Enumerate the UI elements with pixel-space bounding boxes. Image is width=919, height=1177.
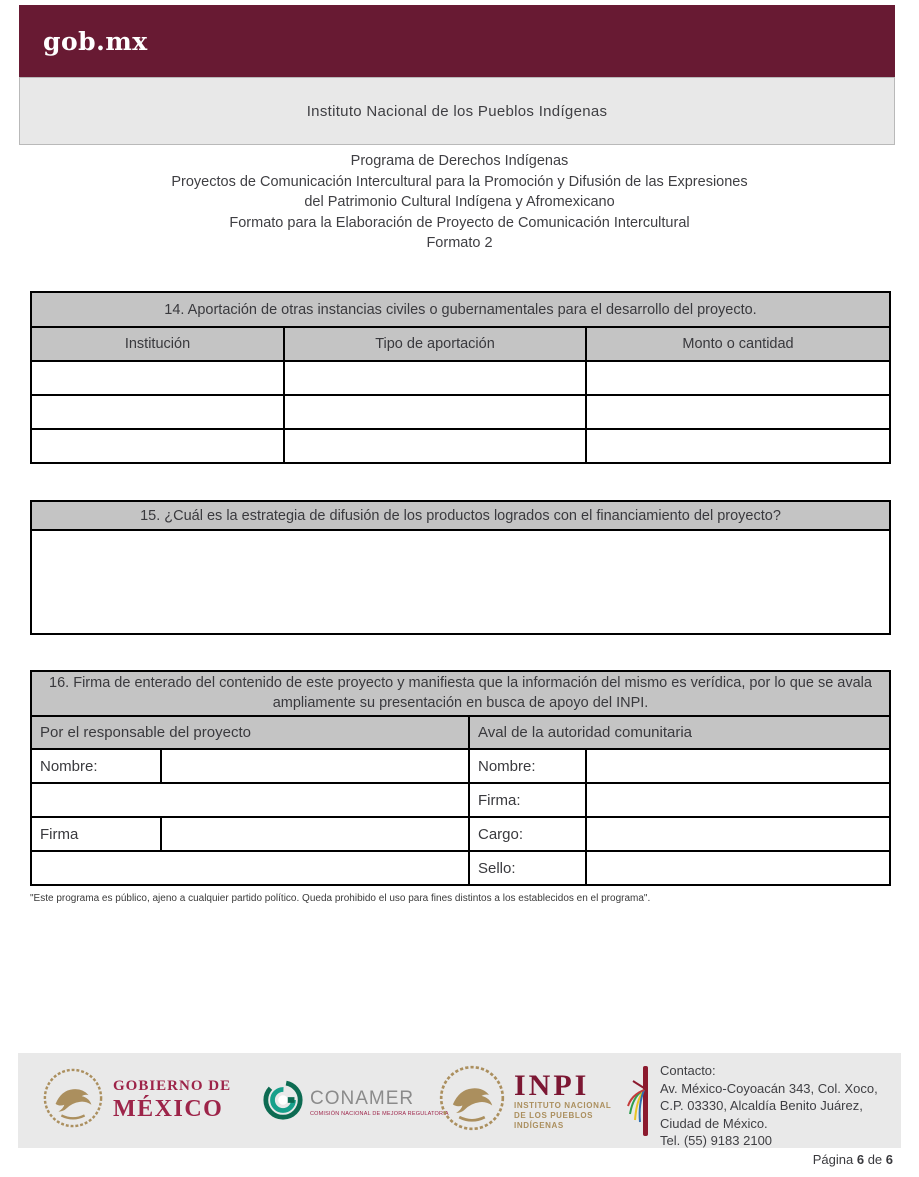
conamer-logo [262,1079,449,1126]
title-line-5: Formato 2 [426,235,493,251]
contact-line-4: Ciudad de México. [660,1115,768,1131]
label-responsable-nombre: Nombre: [32,748,162,782]
section-14-table [30,291,891,464]
mexico-label: MÉXICO [113,1096,224,1122]
field-responsable-firma [162,816,470,850]
title-line-1: Programa de Derechos Indígenas [350,153,569,169]
conamer-subtitle: COMISIÓN NACIONAL DE MEJORA REGULATORIA [310,1111,449,1117]
inpi-subtitle-1: INSTITUTO NACIONAL [514,1100,612,1110]
empty-cell [32,360,285,394]
gobierno-de-label: GOBIERNO DE [113,1078,232,1094]
label-responsable-firma: Firma [32,816,162,850]
label-aval-nombre: Nombre: [470,748,587,782]
column-header-tipo-aportacion: Tipo de aportación [285,326,587,360]
empty-cell [587,394,889,428]
conamer-wordmark [310,1088,449,1117]
label-aval-sello: Sello: [470,850,587,884]
section-16-title: 16. Firma de enterado del contenido de este proyecto y manifiesta que la información del mismo es verídica, por lo que se avala ampliamente su presentación en busca de apoyo del INPI. [32,672,889,715]
empty-cell [285,360,587,394]
document-title-block [0,151,919,254]
contact-line-5: Tel. (55) 9183 2100 [660,1133,773,1148]
title-line-3: del Patrimonio Cultural Indígena y Afromexicano [304,194,615,210]
inpi-logo [438,1064,611,1137]
section-14-grid [32,326,889,462]
institution-name: Instituto Nacional de los Pueblos Indígenas [306,102,608,120]
subheader-aval: Aval de la autoridad comunitaria [470,717,889,748]
empty-cell [32,428,285,462]
gobmx-header-bar [19,5,895,77]
field-responsable-nombre [162,748,470,782]
page-number [813,1152,893,1167]
gobierno-de-mexico-wordmark [113,1078,231,1123]
gobierno-de-mexico-logo [42,1067,231,1134]
page-number-separator: de [864,1152,886,1167]
label-aval-cargo: Cargo: [470,816,587,850]
section-16-grid [32,748,889,884]
section-15-title: 15. ¿Cuál es la estrategia de difusión de los productos logrados con el financiamiento del proyecto? [32,502,889,531]
contact-line-3: C.P. 03330, Alcaldía Benito Juárez, [660,1098,863,1113]
empty-cell [587,360,889,394]
page-number-total: 6 [885,1152,893,1167]
column-header-institucion: Institución [32,326,285,360]
section-15-table [30,500,891,635]
inpi-name: INPI [514,1068,590,1102]
field-aval-cargo [587,816,889,850]
conamer-name: CONAMER [310,1088,415,1109]
conamer-circle-icon [262,1079,304,1126]
subheader-responsable: Por el responsable del proyecto [32,717,470,748]
contact-line-2: Av. México-Coyoacán 343, Col. Xoco, [660,1080,878,1096]
inpi-staff-ribbons-icon [626,1064,654,1138]
section-16-table [30,670,891,886]
section-16-subheaders [32,715,889,748]
empty-cell [285,428,587,462]
gobmx-logo: gob.mx [43,26,148,56]
field-aval-firma [587,782,889,816]
empty-cell [285,394,587,428]
footer-bar [18,1053,901,1148]
empty-cell [587,428,889,462]
section-14-title: 14. Aportación de otras instancias civiles o gubernamentales para el desarrollo del proyecto. [32,293,889,326]
title-line-4: Formato para la Elaboración de Proyecto de Comunicación Intercultural [229,214,690,231]
section-15-answer-area [32,531,889,633]
mexico-eagle-seal-icon [42,1067,104,1134]
field-responsable-blank [32,782,470,816]
field-aval-nombre [587,748,889,782]
field-responsable-blank-2 [32,850,470,884]
inpi-subtitle-3: INDÍGENAS [514,1120,564,1130]
label-aval-firma: Firma: [470,782,587,816]
contact-line-1: Contacto: [660,1063,716,1078]
institution-bar [19,77,895,145]
page-number-label: Página [812,1152,857,1167]
column-header-monto-cantidad: Monto o cantidad [587,326,889,360]
inpi-eagle-seal-icon [438,1064,506,1137]
empty-cell [32,394,285,428]
program-disclaimer: "Este programa es público, ajeno a cualquier partido político. Queda prohibido el uso para fines distintos a los establecidos en el programa". [30,893,651,904]
title-line-2: Proyectos de Comunicación Intercultural para la Promoción y Difusión de las Expresiones [171,173,748,190]
contact-info [660,1062,878,1150]
page-number-current: 6 [856,1152,865,1167]
inpi-wordmark [514,1068,612,1131]
inpi-subtitle-2: DE LOS PUEBLOS [514,1110,594,1120]
field-aval-sello [587,850,889,884]
